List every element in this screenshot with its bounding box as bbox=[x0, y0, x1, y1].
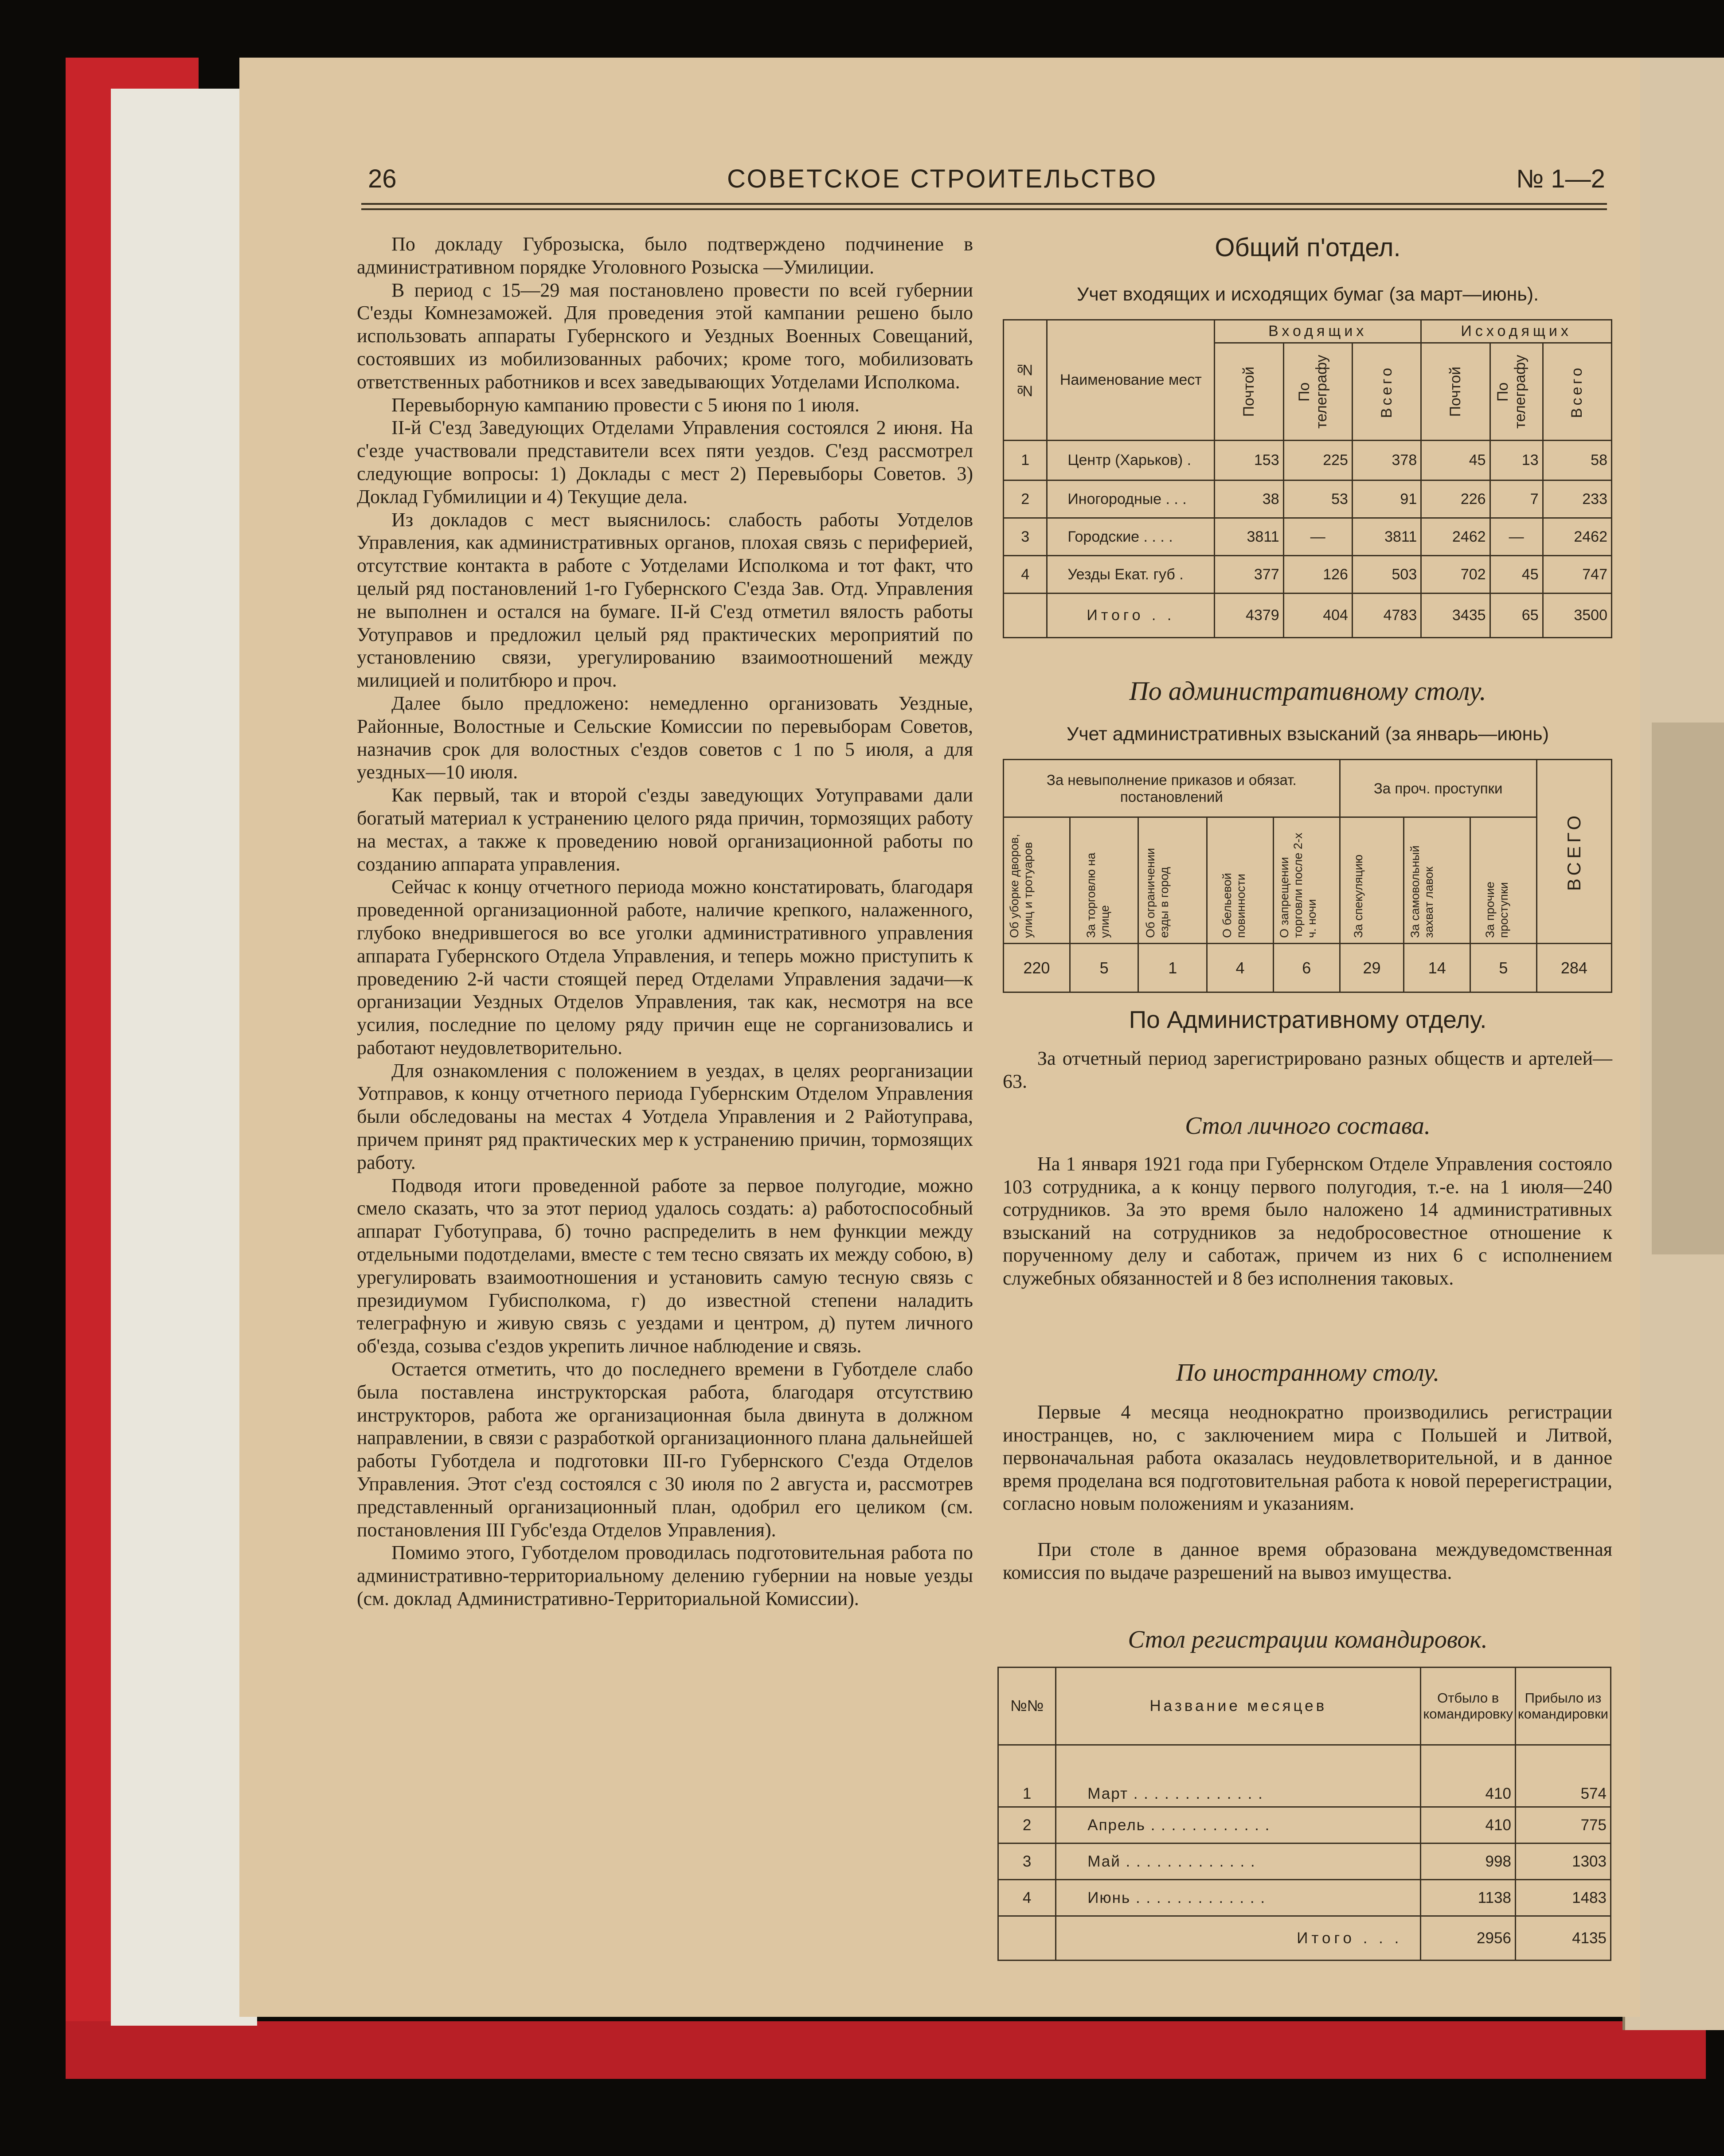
column-header-total: Всего bbox=[1352, 343, 1421, 441]
column-header-total: Всего bbox=[1543, 343, 1611, 441]
paragraph: В период с 15—29 мая постановлено провести по всей губернии С'езды Комнезаможей. Для проведения этой кампании решено было использовать аппараты Губернского и Уездных Военных Совещаний, состоявших из мобилизованных рабочих; кроме того, мобилизовать ответственных работников и всех заведывающих Уотделами Исполкома. bbox=[357, 279, 973, 393]
column-header-telegraph: По телеграфу bbox=[1490, 343, 1543, 441]
table-row: 1 Март . . . . . . . . . . . . . 410 574 bbox=[998, 1745, 1611, 1807]
table-row: 4 Уезды Екат. губ . 377 126 503 702 45 747 bbox=[1004, 556, 1612, 594]
paragraph: Из докладов с мест выяснилось: слабость работы Уотделов Управления, как административных органов, плохая связь с периферией, отсутствие контакта в работе с Уотделами Исполкома и тот факт, что целый ряд постановлений 1-го Губернского С'езда Зав. Отд. Управления не выполнен и остался на бумаге. II-й С'езд отметил вялость работы Уотуправов и предложил целый ряд практических мероприятий по установлению связи, урегулированию взаимоотношений между милицией и политбюро и проч. bbox=[357, 508, 973, 691]
column-header-telegraph: По телеграфу bbox=[1283, 343, 1352, 441]
column-header: Об уборке дворов, улиц и тротуаров bbox=[1004, 817, 1070, 944]
table-row: 220 5 1 4 6 29 14 5 284 bbox=[1004, 944, 1612, 992]
column-header-month: Название месяцев bbox=[1056, 1668, 1421, 1745]
table-row: 3 Городские . . . . 3811 — 3811 2462 — 2462 bbox=[1004, 518, 1612, 556]
admin-dept-text: За отчетный период зарегистрировано разных обществ и артелей—63. bbox=[1003, 1047, 1612, 1092]
group-header-orders: За невыполнение приказов и обязат. постановлений bbox=[1004, 760, 1340, 817]
foreign-title: По иностранному столу. bbox=[1176, 1359, 1440, 1387]
table-row: 2 Иногородные . . . 38 53 91 226 7 233 bbox=[1004, 480, 1612, 518]
personnel-text: На 1 января 1921 года при Губернском Отделе Управления состояло 103 сотрудника, а к концу первого полугодия, т.-е. на 1 июля—240 сотрудников. За это время было наложено 14 административных взысканий на сотрудников за недобросовестное отношение к порученному делу и саботаж, причем из них 6 с исполнением служебных обязанностей и 8 без исполнения таковых. bbox=[1003, 1153, 1612, 1289]
issue-number: № 1—2 bbox=[1516, 164, 1605, 193]
admin-table-title: По административному столу. bbox=[1129, 676, 1486, 706]
correspondence-table bbox=[1003, 319, 1612, 638]
foreign-text: Первые 4 месяца неоднократно производились регистрации иностранцев, но, с заключением мира с Польшей и Литвой, первоначальная работа оказалась неудовлетворительной, и в данное время проделана вся подготовительная работа к новой перерегистрации, согласно новым положениям и указаниям. bbox=[1003, 1401, 1612, 1514]
travel-title: Стол регистрации командировок. bbox=[1128, 1626, 1488, 1653]
page-number: 26 bbox=[368, 164, 397, 193]
left-text-column bbox=[357, 233, 973, 1610]
table-row: 2 Апрель . . . . . . . . . . . . 410 775 bbox=[998, 1807, 1611, 1844]
column-header: За торговлю на улице bbox=[1070, 817, 1138, 944]
column-header: За самовольный захват лавок bbox=[1404, 817, 1470, 944]
penalties-table bbox=[1003, 759, 1612, 993]
paragraph: Сейчас к концу отчетного периода можно констатировать, благодаря проведенной организационной работе, наличие крепкого, налаженного, глубоко внедрившегося во все уголки административного управления аппарата Губернского Отдела Управления, и теперь можно приступить к проведению 2-й части стоящей перед Отделами Управления задачи—к организации Уездных Отделов Управления, так как, несмотря на все усилия, последние по целому ряду причин еще не сорганизовались и работают неудовлетворительно. bbox=[357, 876, 973, 1058]
column-header-number: №№ bbox=[998, 1668, 1056, 1745]
paragraph: II-й С'езд Заведующих Отделами Управления состоялся 2 июня. На с'езде участвовали представители всех пяти уездов. С'езд рассмотрел следующие вопросы: 1) Доклады с мест 2) Перевыборы Советов. 3) Доклад Губмилиции и 4) Текущие дела. bbox=[357, 417, 973, 508]
header-rule-top bbox=[361, 203, 1607, 205]
paragraph: Как первый, так и второй с'езды заведующих Уотуправами дали богатый материал к устранению целого ряда причин, тормозящих работу на местах, а также к проведению новой организационной работы по созданию аппарата управления. bbox=[357, 784, 973, 875]
paragraph: Остается отметить, что до последнего времени в Губотделе слабо была поставлена инструкторская работа, благодаря отсутствию инструкторов, работа же организационная была двинута в должном направлении, в связи с разработкой организационного плана дальнейшей работы Губотдела и подготовки III-го Губернского С'езда Отделов Управления. Этот с'езд состоялся с 30 июля по 2 августа и, рассмотрев представленный организационный план, одобрил его целиком (см. постановления III Губс'езда Отделов Управления). bbox=[357, 1358, 973, 1541]
paragraph: Для ознакомления с положением в уездах, в целях реорганизации Уотправов, к концу отчетного периода Губернским Отделом Управления были обследованы на местах 4 Уотдела Управления и 2 Райотуправа, причем принят ряд практических мер к устранению причин, тормозящих работу. bbox=[357, 1059, 973, 1173]
flyleaf-strip bbox=[111, 89, 257, 2026]
general-section-subtitle: Учет входящих и исходящих бумаг (за март—июнь). bbox=[1076, 284, 1539, 305]
column-header-departed: Отбыло в командировку bbox=[1421, 1668, 1516, 1745]
column-header-place: Наименование мест bbox=[1047, 320, 1215, 441]
header-rule-bottom bbox=[361, 208, 1607, 210]
admin-table-subtitle: Учет административных взысканий (за январь—июнь) bbox=[1066, 723, 1549, 745]
column-header-mail: Почтой bbox=[1421, 343, 1490, 441]
admin-dept-title: По Административному отделу. bbox=[1129, 1006, 1487, 1033]
general-section-title: Общий п'отдел. bbox=[1215, 233, 1401, 262]
table-total-row: Итого . . 4379 404 4783 3435 65 3500 bbox=[1004, 594, 1612, 638]
group-header-other: За проч. проступки bbox=[1340, 760, 1536, 817]
travel-table bbox=[997, 1667, 1611, 1961]
paragraph: Перевыборную кампанию провести с 5 июня по 1 июля. bbox=[391, 394, 860, 416]
foreign-text: При столе в данное время образована междуведомственная комиссия по выдаче разрешений на вывоз имущества. bbox=[1003, 1539, 1612, 1583]
column-header: За спекуляцию bbox=[1340, 817, 1404, 944]
group-header-incoming: Входящих bbox=[1215, 320, 1421, 343]
column-header: За прочие проступки bbox=[1470, 817, 1537, 944]
column-header-number: № № bbox=[1004, 320, 1047, 441]
red-cover-bottom-edge bbox=[66, 2021, 1706, 2079]
paragraph: Далее было предложено: немедленно организовать Уездные, Районные, Волостные и Сельские Комиссии по перевыборам Советов, назначив срок для волостных с'ездов советов с 1 по 5 июля, а для уездных—10 июля. bbox=[357, 692, 973, 783]
facing-page-photo-fragment bbox=[1652, 723, 1724, 1254]
paragraph: По докладу Губрозыска, было подтверждено подчинение в административном порядке Уголовного Розыска —Умилиции. bbox=[357, 233, 973, 278]
column-header: О запрещении торговли после 2-х ч. ночи bbox=[1273, 817, 1340, 944]
table-row: 1 Центр (Харьков) . 153 225 378 45 13 58 bbox=[1004, 441, 1612, 480]
paragraph: Подводя итоги проведенной работе за первое полугодие, можно смело сказать, что за этот период удалось создать: а) работоспособный аппарат Губотуправа, б) точно распределить в нем функции между отдельными подотделами, вместе с тем тесно связать их между собою, в) урегулировать взаимоотношения и установить самую тесную связь с президиумом Губисполкома, г) до известной степени наладить телеграфную и живую связь с уездами и центром, д) путем личного об'езда, созыва с'ездов укрепить личное наблюдение и связь. bbox=[357, 1174, 973, 1357]
personnel-title: Стол личного состава. bbox=[1185, 1112, 1431, 1140]
journal-title: СОВЕТСКОЕ СТРОИТЕЛЬСТВО bbox=[727, 164, 1158, 193]
group-header-outgoing: Исходящих bbox=[1421, 320, 1612, 343]
column-header-mail: Почтой bbox=[1215, 343, 1283, 441]
column-header: О бельевой повинности bbox=[1207, 817, 1274, 944]
paragraph: Помимо этого, Губотделом проводилась подготовительная работа по административно-территориальному делению губернии на новые уезды (см. доклад Административно-Территориальной Комиссии). bbox=[357, 1542, 973, 1610]
column-header: Об ограничении езды в город bbox=[1138, 817, 1207, 944]
table-row: 3 Май . . . . . . . . . . . . . 998 1303 bbox=[998, 1844, 1611, 1880]
column-header-arrived: Прибыло из командировки bbox=[1515, 1668, 1611, 1745]
table-total-row: Итого . . . 2956 4135 bbox=[998, 1916, 1611, 1961]
column-header-total: ВСЕГО bbox=[1536, 760, 1611, 944]
table-row: 4 Июнь . . . . . . . . . . . . . 1138 1483 bbox=[998, 1880, 1611, 1916]
